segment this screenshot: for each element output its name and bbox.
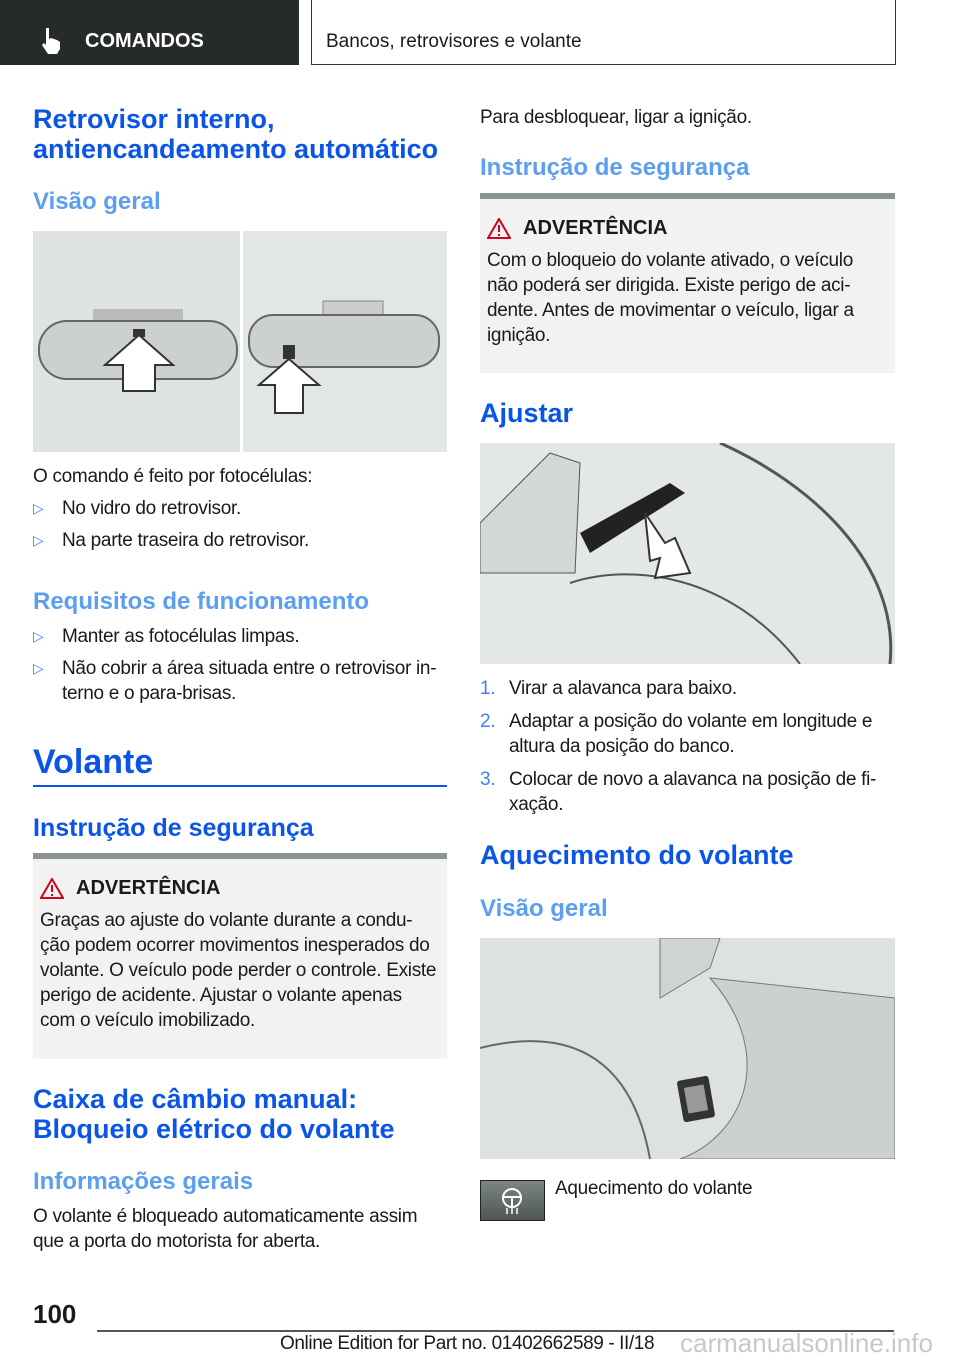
step-item bbox=[480, 676, 895, 701]
heading-gearbox bbox=[33, 1084, 453, 1144]
warning-title: ADVERTÊNCIA bbox=[76, 877, 221, 899]
heating-button-illustration bbox=[480, 938, 895, 1159]
warning-box bbox=[33, 853, 447, 1059]
step-text: Adaptar a posição do volante em longitude e altura da posição do banco. bbox=[509, 711, 873, 757]
hand-pointer-icon bbox=[40, 27, 64, 55]
bullet-list-requirements bbox=[33, 624, 453, 713]
section-tab bbox=[0, 0, 299, 65]
intro-text: O comando é feito por fotocélulas: bbox=[33, 466, 313, 487]
steering-heating-button-icon bbox=[480, 1180, 545, 1221]
adjust-steps bbox=[480, 676, 895, 825]
warning-text: Com o bloqueio do volante ativado, o veículo não poderá ser dirigida. Existe perigo de aci-dente. Antes de movimentar o veículo, ligar a ignição. bbox=[487, 250, 854, 346]
section-label: COMANDOS bbox=[85, 30, 204, 52]
list-item-text: Não cobrir a área situada entre o retrovisor in-terno e o para-brisas. bbox=[62, 658, 437, 704]
mirror-illustration bbox=[33, 231, 447, 452]
warning-text: Graças ao ajuste do volante durante a condu-ção podem ocorrer movimentos inesperados do volante. O veículo pode perder o controle. Existe perigo de acidente. Ajustar o volante apenas com o veículo imobilizado. bbox=[40, 910, 437, 1031]
subheading-overview: Visão geral bbox=[33, 188, 161, 215]
warning-title: ADVERTÊNCIA bbox=[523, 217, 668, 239]
step-item bbox=[480, 709, 895, 759]
triangle-bullet-icon: ▷ bbox=[33, 500, 44, 516]
list-item-text: Na parte traseira do retrovisor. bbox=[62, 530, 310, 551]
heading-mirror bbox=[33, 104, 453, 164]
list-item bbox=[33, 528, 453, 553]
heading-line: antiencandeamento automático bbox=[33, 134, 439, 164]
watermark: carmanualsonline.info bbox=[680, 1328, 933, 1358]
heading-safety: Instrução de segurança bbox=[33, 814, 314, 842]
chapter-label: Bancos, retrovisores e volante bbox=[326, 31, 582, 52]
step-number: 3. bbox=[480, 769, 496, 790]
list-item-text: No vidro do retrovisor. bbox=[62, 498, 241, 519]
step-text: Virar a alavanca para baixo. bbox=[509, 678, 737, 699]
subheading-safety: Instrução de segurança bbox=[480, 154, 750, 181]
heading-heating: Aquecimento do volante bbox=[480, 840, 794, 870]
list-item bbox=[33, 656, 453, 706]
button-description: Aquecimento do volante bbox=[555, 1178, 753, 1199]
subheading-overview: Visão geral bbox=[480, 895, 608, 922]
step-number: 2. bbox=[480, 711, 496, 732]
step-number: 1. bbox=[480, 678, 496, 699]
page-number: 100 bbox=[33, 1299, 77, 1329]
list-item bbox=[33, 496, 453, 521]
list-item bbox=[33, 624, 453, 649]
edition-text: Online Edition for Part no. 01402662589 - II/18 bbox=[280, 1333, 655, 1354]
list-item-text: Manter as fotocélulas limpas. bbox=[62, 626, 300, 647]
warning-box bbox=[480, 193, 895, 373]
warning-triangle-icon bbox=[487, 218, 511, 239]
heading-line: Caixa de câmbio manual: bbox=[33, 1084, 358, 1114]
triangle-bullet-icon: ▷ bbox=[33, 532, 44, 548]
heading-rule bbox=[33, 785, 447, 787]
steering-lever-illustration bbox=[480, 443, 895, 664]
triangle-bullet-icon: ▷ bbox=[33, 660, 44, 676]
heading-line: Bloqueio elétrico do volante bbox=[33, 1114, 395, 1144]
subheading-requirements: Requisitos de funcionamento bbox=[33, 588, 370, 615]
step-item bbox=[480, 767, 895, 817]
info-text: O volante é bloqueado automaticamente assim que a porta do motorista for aberta. bbox=[33, 1206, 418, 1252]
unlock-text: Para desbloquear, ligar a ignição. bbox=[480, 107, 752, 128]
chapter-tab bbox=[311, 0, 896, 65]
subheading-info: Informações gerais bbox=[33, 1168, 254, 1195]
triangle-bullet-icon: ▷ bbox=[33, 628, 44, 644]
heading-line: Retrovisor interno, bbox=[33, 104, 275, 134]
heading-volante: Volante bbox=[33, 743, 154, 781]
warning-triangle-icon bbox=[40, 878, 64, 899]
bullet-list-photocells bbox=[33, 496, 453, 560]
step-text: Colocar de novo a alavanca na posição de fi-xação. bbox=[509, 769, 877, 815]
heading-adjust: Ajustar bbox=[480, 398, 574, 428]
